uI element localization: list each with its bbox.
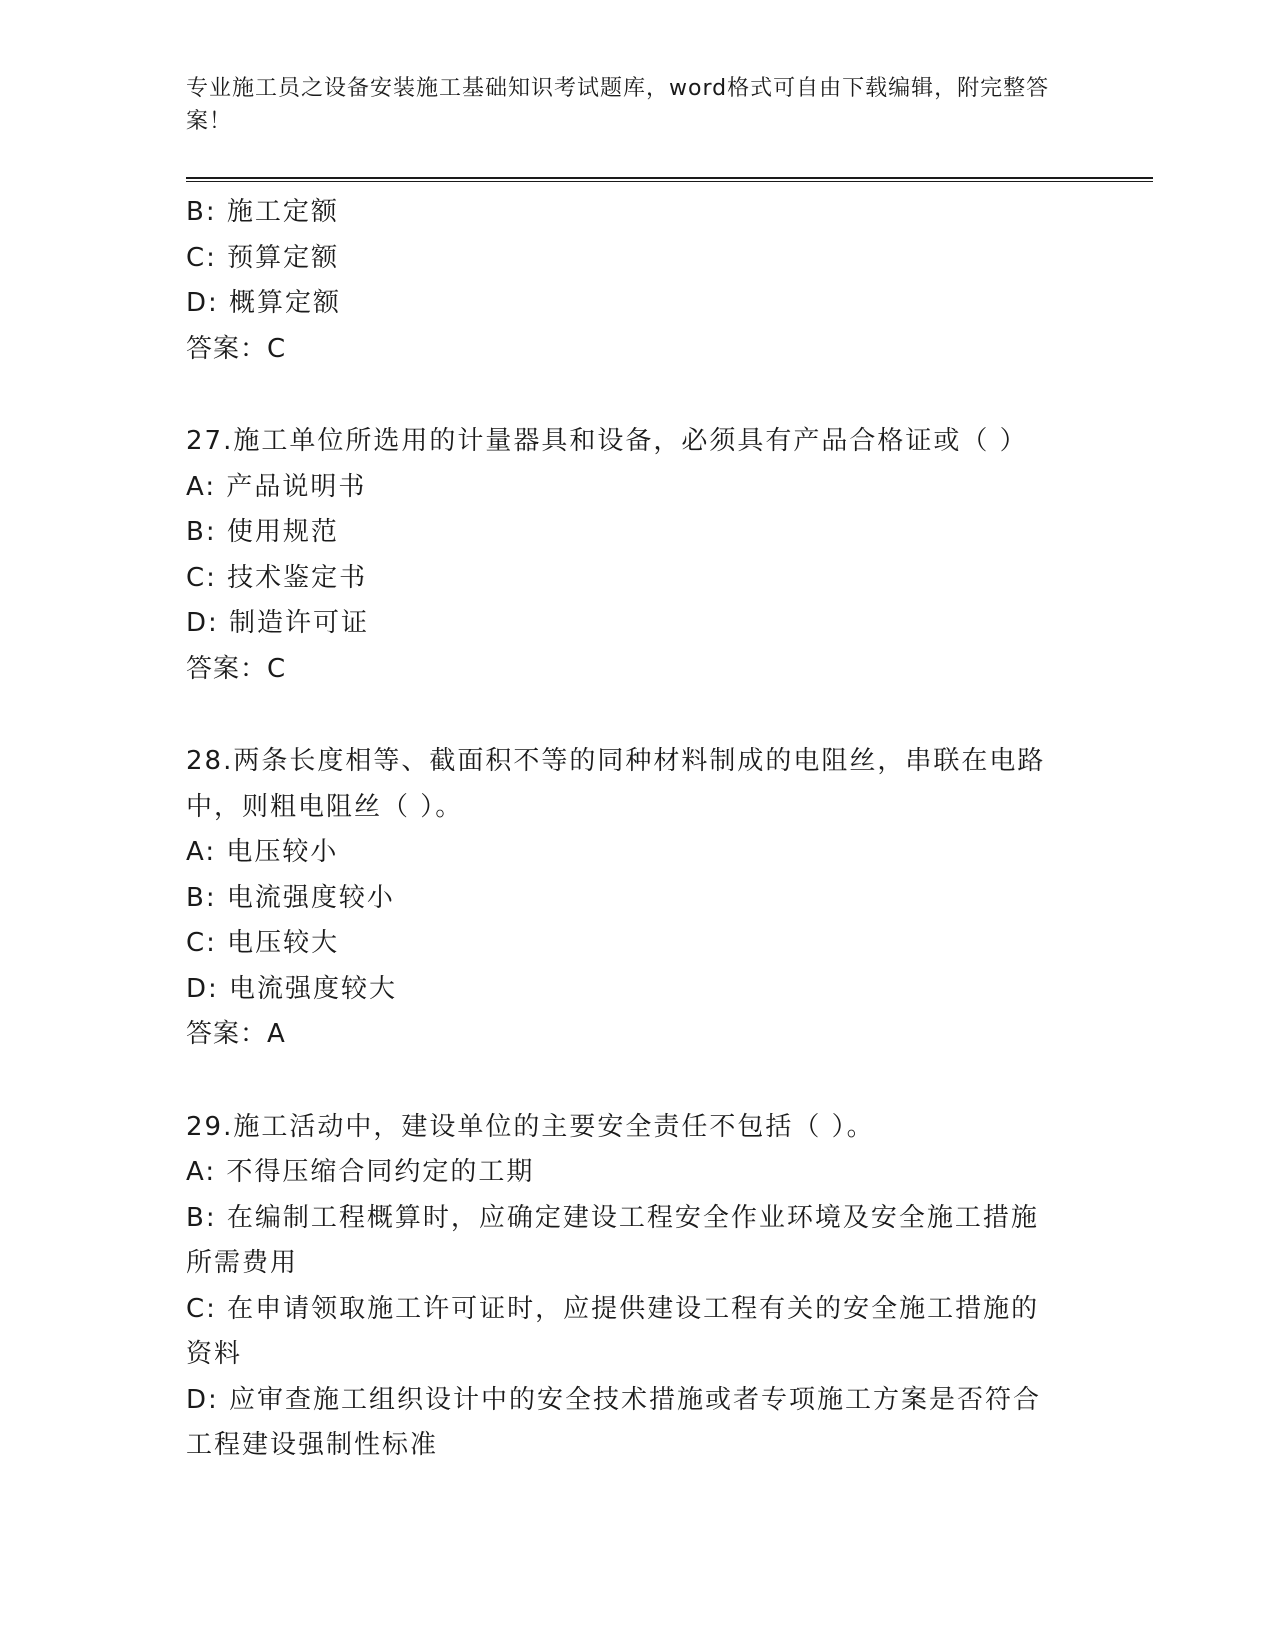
answer-line: 答案：C — [186, 333, 287, 364]
option-c: C: 预算定额 — [186, 242, 340, 273]
document-header: 专业施工员之设备安装施工基础知识考试题库，word格式可自由下载编辑，附完整答案！ — [186, 76, 1050, 134]
spacer — [186, 1058, 1066, 1105]
option-c: C: 在申请领取施工许可证时，应提供建设工程有关的安全施工措施的资料 — [186, 1293, 1040, 1369]
option-d: D: 制造许可证 — [186, 608, 370, 638]
question-26-continued — [186, 190, 1066, 372]
option-d: D: 概算定额 — [186, 288, 342, 318]
question-27 — [186, 419, 1066, 692]
question-list — [186, 190, 1066, 1469]
question-text: 29.施工活动中，建设单位的主要安全责任不包括（ ）。 — [186, 1111, 875, 1142]
option-d: D: 电流强度较大 — [186, 973, 398, 1004]
spacer — [186, 692, 1066, 739]
question-text: 28.两条长度相等、截面积不等的同种材料制成的电阻丝，串联在电路中，则粗电阻丝（ ）。 — [186, 746, 1046, 822]
option-d: D: 应审查施工组织设计中的安全技术措施或者专项施工方案是否符合工程建设强制性标准 — [186, 1384, 1042, 1460]
option-b: B: 施工定额 — [186, 197, 339, 227]
option-b: B: 电流强度较小 — [186, 882, 395, 913]
question-text: 27.施工单位所选用的计量器具和设备，必须具有产品合格证或（ ） — [186, 426, 1028, 456]
question-29 — [186, 1105, 1066, 1469]
option-c: C: 技术鉴定书 — [186, 562, 368, 593]
header-divider — [186, 177, 1153, 182]
option-a: A: 电压较小 — [186, 837, 339, 867]
option-c: C: 电压较大 — [186, 928, 340, 958]
option-a: A: 不得压缩合同约定的工期 — [186, 1157, 535, 1187]
option-a: A: 产品说明书 — [186, 471, 367, 502]
spacer — [186, 372, 1066, 419]
answer-line: 答案：C — [186, 653, 287, 684]
question-28 — [186, 739, 1066, 1058]
option-b: B: 在编制工程概算时，应确定建设工程安全作业环境及安全施工措施所需费用 — [186, 1202, 1039, 1278]
answer-line: 答案：A — [186, 1019, 286, 1049]
option-b: B: 使用规范 — [186, 517, 339, 547]
